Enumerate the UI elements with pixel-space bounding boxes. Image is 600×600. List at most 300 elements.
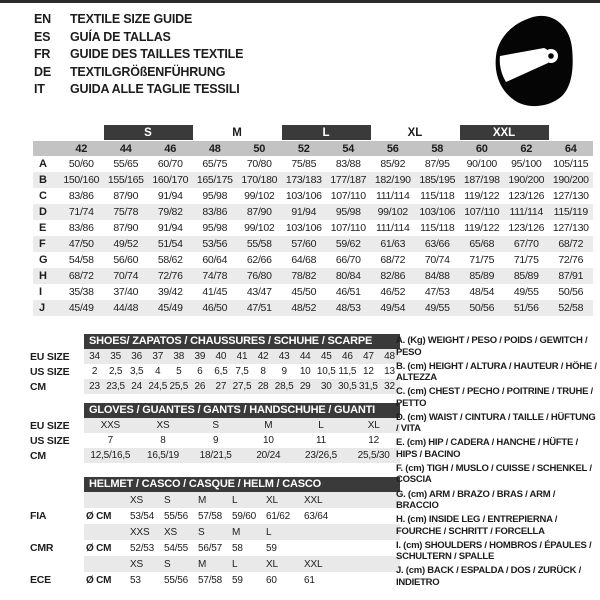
table-cell: 53 — [130, 574, 141, 586]
table-cell: S — [198, 526, 205, 538]
legend-item-e: E. (cm) HIP / CADERA / HANCHE / HÜFTE / HIPS / BACINO — [396, 437, 578, 460]
table-cell: 127/130 — [552, 190, 589, 202]
table-cell: 85/92 — [380, 158, 406, 170]
table-cell: 43 — [278, 351, 290, 362]
row-values — [84, 349, 400, 364]
size-group-s: S — [104, 125, 193, 140]
row-body — [84, 556, 400, 572]
table-cell: 83/88 — [335, 158, 361, 170]
table-cell: 25,5/30 — [357, 450, 390, 461]
measure-row-d — [33, 204, 593, 220]
legend-item-j: J. (cm) BACK / ESPALDA / DOS / ZURÜCK / INDIETRO — [396, 565, 582, 588]
row-letter: H — [39, 270, 47, 282]
top-border-line — [0, 0, 600, 3]
table-cell: M — [198, 558, 207, 570]
row-values — [84, 433, 400, 448]
table-cell: 52/58 — [558, 302, 584, 314]
table-cell: 75/85 — [291, 158, 317, 170]
table-cell: 13 — [384, 366, 395, 377]
table-cell: 83/86 — [202, 206, 228, 218]
guide-title: GUIDA ALLE TAGLIE TESSILI — [70, 82, 240, 96]
language-code: FR — [34, 47, 51, 61]
row-body — [84, 508, 400, 524]
language-row — [34, 81, 243, 99]
table-cell: 54 — [342, 142, 355, 155]
table-cell: 95/100 — [511, 158, 542, 170]
table-cell: XL — [367, 420, 380, 431]
row-letter: G — [39, 254, 48, 266]
row-values — [84, 379, 400, 394]
row-values — [84, 418, 400, 433]
table-cell: 65/75 — [202, 158, 228, 170]
table-cell: 29 — [299, 381, 311, 392]
table-cell: 46/52 — [380, 286, 406, 298]
row-values — [59, 206, 593, 218]
table-cell: 99/102 — [244, 222, 275, 234]
table-cell: 91/94 — [291, 206, 317, 218]
table-cell: 54/55 — [164, 542, 189, 554]
table-cell: 51/54 — [157, 238, 183, 250]
row-letter: J — [39, 302, 46, 314]
legend-item-g: G. (cm) ARM / BRAZO / BRAS / ARM / BRACCIO — [396, 488, 556, 512]
table-cell: M — [198, 494, 207, 506]
table-cell: 46/50 — [202, 302, 228, 314]
table-cell: 39 — [194, 351, 206, 362]
table-cell: 28 — [257, 381, 269, 392]
unit-label: Ø CM — [86, 574, 112, 586]
row-values — [130, 572, 400, 588]
helmet-header-row — [30, 476, 400, 492]
table-cell: 71/74 — [68, 206, 94, 218]
table-cell: 107/110 — [464, 206, 500, 218]
table-cell: XS — [130, 494, 143, 506]
table-cell: 45/50 — [291, 286, 317, 298]
row-letter: B — [39, 174, 47, 186]
table-cell: 11 — [316, 435, 326, 446]
table-cell: M — [264, 420, 273, 431]
legend-item-i: I. (cm) SHOULDERS / HOMBROS / ÉPAULES / SCHULTERN / SPALLE — [396, 539, 592, 563]
measure-row-h — [33, 268, 593, 284]
table-cell: 90/100 — [466, 158, 497, 170]
row-values — [130, 508, 400, 524]
table-cell: 107/110 — [330, 190, 366, 202]
row-body — [84, 572, 400, 588]
row-body — [84, 492, 400, 508]
table-cell: 56/60 — [113, 254, 139, 266]
numeric-sizes-row — [33, 141, 593, 156]
table-cell: 6,5 — [214, 366, 228, 377]
table-cell: 46 — [164, 142, 177, 155]
table-cell: 46 — [341, 351, 353, 362]
table-cell: 59 — [266, 542, 277, 554]
row-values — [59, 238, 593, 250]
measure-row-b — [33, 172, 593, 188]
row-values — [59, 190, 593, 202]
helmet-table — [30, 476, 400, 588]
language-row — [34, 29, 243, 47]
table-cell: 60 — [266, 574, 277, 586]
table-cell: 37 — [152, 351, 164, 362]
table-cell: 51/56 — [513, 302, 539, 314]
table-cell: 72/76 — [558, 254, 584, 266]
table-cell: 59 — [232, 574, 243, 586]
table-cell: 78/82 — [291, 270, 317, 282]
table-cell: 3,5 — [130, 366, 144, 377]
table-cell: 53/54 — [130, 510, 155, 522]
table-cell: 30 — [320, 381, 332, 392]
table-cell: 41 — [236, 351, 248, 362]
fia-sizes-row — [30, 492, 400, 508]
table-cell: 27 — [215, 381, 227, 392]
table-cell: 62/66 — [246, 254, 272, 266]
table-cell: 50/56 — [469, 302, 495, 314]
table-cell: 60/64 — [202, 254, 228, 266]
table-cell: 52 — [297, 142, 310, 155]
table-cell: 190/200 — [552, 174, 589, 186]
table-cell: 70/80 — [246, 158, 272, 170]
row-label: US SIZE — [30, 434, 70, 447]
row-label: EU SIZE — [30, 419, 70, 432]
table-cell: 127/130 — [552, 222, 589, 234]
table-cell: 23 — [89, 381, 100, 392]
gloves-header-row — [30, 403, 400, 418]
table-cell: 111/114 — [509, 206, 544, 218]
row-values — [59, 270, 593, 282]
table-cell: 26 — [194, 381, 206, 392]
table-cell: 85/89 — [513, 270, 539, 282]
table-cell: S — [164, 558, 171, 570]
table-cell: 160/170 — [152, 174, 189, 186]
measure-row-e — [33, 220, 593, 236]
table-cell: 2 — [91, 366, 98, 377]
table-cell: 55/58 — [246, 238, 272, 250]
table-cell: 87/90 — [113, 222, 139, 234]
size-group-l: L — [282, 125, 371, 140]
table-cell: 23,5 — [106, 381, 125, 392]
table-cell: 44 — [119, 142, 132, 155]
table-cell: 55/56 — [164, 510, 189, 522]
standard-label: CMR — [30, 542, 54, 554]
table-cell: 64/68 — [291, 254, 317, 266]
table-cell: 170/180 — [241, 174, 278, 186]
legend-item-h: H. (cm) INSIDE LEG / ENTREPIERNA / FOURCHE / SCHRITT / FORCELLA — [396, 514, 558, 537]
table-cell: 31,5 — [359, 381, 378, 392]
language-code: EN — [34, 12, 51, 26]
numeric-sizes — [59, 143, 593, 155]
table-cell: L — [266, 526, 272, 538]
table-cell: 49/55 — [513, 286, 539, 298]
table-cell: 79/82 — [157, 206, 183, 218]
table-cell: 41/45 — [202, 286, 228, 298]
table-cell: 68/72 — [380, 254, 406, 266]
legend-item-b: B. (cm) HEIGHT / ALTURA / HAUTEUR / HÖHE / ALTEZZA — [396, 360, 597, 384]
ece-sizes-row — [30, 556, 400, 572]
size-labels — [130, 524, 400, 540]
measure-row-j — [33, 300, 593, 316]
table-cell: 7,5 — [235, 366, 249, 377]
table-cell: 67/70 — [513, 238, 539, 250]
table-cell: XS — [164, 526, 177, 538]
cmr-values-row — [30, 540, 400, 556]
table-cell: 187/198 — [463, 174, 500, 186]
unit-label: Ø CM — [86, 542, 112, 554]
language-row — [34, 64, 243, 82]
textile-size-table — [33, 125, 593, 316]
table-cell: 87/90 — [113, 190, 139, 202]
table-cell: 95/98 — [335, 206, 361, 218]
shoes-table — [30, 334, 400, 394]
table-cell: 40 — [215, 351, 227, 362]
table-cell: 61 — [304, 574, 315, 586]
table-cell: 99/102 — [377, 206, 408, 218]
cmr-sizes-row — [30, 524, 400, 540]
table-cell: 39/42 — [157, 286, 183, 298]
size-group-m: M — [232, 126, 242, 139]
table-cell: 4 — [155, 366, 161, 377]
table-cell: 28,5 — [274, 381, 294, 392]
table-cell: 45 — [320, 351, 332, 362]
table-cell: L — [318, 420, 324, 431]
table-cell: 34 — [89, 351, 100, 362]
table-cell: 10 — [299, 366, 311, 377]
table-cell: 32 — [384, 381, 395, 392]
row-values — [130, 540, 400, 556]
table-cell: 10 — [262, 435, 274, 446]
table-cell: 155/165 — [107, 174, 144, 186]
table-cell: 82/86 — [380, 270, 406, 282]
measure-row-g — [33, 252, 593, 268]
language-code: DE — [34, 64, 51, 79]
table-cell: 48 — [384, 351, 395, 362]
table-cell: 47 — [363, 351, 374, 362]
language-header — [34, 11, 243, 99]
table-cell: 119/122 — [464, 190, 500, 202]
table-cell: 91/94 — [157, 222, 183, 234]
table-cell: S — [164, 494, 171, 506]
row-values — [59, 158, 593, 170]
table-cell: 83/86 — [68, 222, 94, 234]
table-cell: 50/60 — [68, 158, 94, 170]
table-cell: 54/58 — [68, 254, 94, 266]
table-cell: 59/62 — [335, 238, 361, 250]
table-cell: M — [232, 526, 241, 538]
row-label: CM — [30, 380, 46, 393]
guide-title: TEXTILE SIZE GUIDE — [70, 12, 193, 26]
table-cell: 68/72 — [558, 238, 584, 250]
table-cell: 44 — [299, 351, 311, 362]
gloves-title-bar: GLOVES / GUANTES / GANTS / HANDSCHUHE / GUANTI — [84, 403, 400, 418]
table-cell: 56/57 — [198, 542, 223, 554]
fia-values-row — [30, 508, 400, 524]
table-cell: 55/56 — [164, 574, 189, 586]
table-cell: 173/183 — [285, 174, 322, 186]
table-cell: 60 — [475, 142, 488, 155]
table-cell: 83/86 — [68, 190, 94, 202]
table-cell: 177/187 — [330, 174, 367, 186]
legend-item-d: D. (cm) WAIST / CINTURA / TAILLE / HÜFTUNG / VITA — [396, 411, 596, 435]
table-cell: 30,5 — [337, 381, 357, 392]
gloves-table — [30, 403, 400, 463]
size-labels — [130, 556, 400, 572]
table-cell: 16,5/19 — [147, 450, 179, 461]
size-group-xl: XL — [407, 126, 423, 139]
row-values — [84, 364, 400, 379]
table-cell: 9 — [281, 366, 287, 377]
table-cell: 56 — [386, 142, 399, 155]
table-cell: 64 — [564, 142, 577, 155]
table-cell: 71/75 — [513, 254, 539, 266]
table-cell: 49/54 — [380, 302, 406, 314]
table-cell: 190/200 — [508, 174, 545, 186]
row-body — [84, 524, 400, 540]
table-cell: 10,5 — [316, 366, 336, 377]
table-cell: 150/160 — [63, 174, 100, 186]
table-cell: 99/102 — [244, 190, 275, 202]
table-cell: 84/88 — [424, 270, 450, 282]
row-letter: F — [39, 238, 46, 250]
gloves-cm-row — [30, 448, 400, 463]
table-cell: L — [232, 494, 238, 506]
table-cell: 80/84 — [335, 270, 361, 282]
table-cell: 42 — [75, 142, 88, 155]
table-cell: 24 — [131, 381, 143, 392]
table-cell: 66/70 — [335, 254, 361, 266]
table-cell: 36 — [131, 351, 143, 362]
table-cell: 52/53 — [130, 542, 155, 554]
table-cell: 63/66 — [424, 238, 450, 250]
table-cell: 95/98 — [202, 222, 228, 234]
table-cell: 62 — [520, 142, 533, 155]
row-values — [59, 254, 593, 266]
table-cell: 12 — [368, 435, 380, 446]
table-cell: 91/94 — [157, 190, 183, 202]
table-cell: 123/126 — [508, 222, 545, 234]
table-cell: 18/21,5 — [199, 450, 232, 461]
table-cell: 61/63 — [380, 238, 406, 250]
table-cell: L — [232, 558, 238, 570]
row-body — [84, 540, 400, 556]
table-cell: XL — [266, 494, 278, 506]
table-cell: 65/68 — [469, 238, 495, 250]
row-letter: I — [39, 286, 43, 298]
table-cell: 72/76 — [157, 270, 183, 282]
measure-row-f — [33, 236, 593, 252]
guide-title: TEXTILGRÖßENFÜHRUNG — [70, 64, 226, 79]
table-cell: 115/118 — [420, 190, 455, 202]
table-cell: 48 — [208, 142, 221, 155]
table-cell: 55/65 — [113, 158, 139, 170]
row-letter: C — [39, 190, 47, 202]
shoes-title-bar: SHOES/ ZAPATOS / CHAUSSURES / SCHUHE / SCARPE — [84, 334, 400, 349]
table-cell: 47/50 — [68, 238, 94, 250]
helmet-title-bar: HELMET / CASCO / CASQUE / HELM / CASCO — [84, 477, 400, 492]
table-cell: 74/78 — [202, 270, 228, 282]
guide-title: GUÍA DE TALLAS — [70, 29, 171, 44]
table-cell: 8 — [160, 435, 166, 446]
table-cell: 76/80 — [246, 270, 272, 282]
table-cell: 46/51 — [335, 286, 361, 298]
measure-row-c — [33, 188, 593, 204]
table-cell: 115/119 — [553, 206, 588, 218]
language-code: IT — [34, 82, 45, 96]
shoes-header-row — [30, 334, 400, 349]
table-cell: XS — [130, 558, 143, 570]
table-cell: 53/56 — [202, 238, 228, 250]
table-cell: 185/195 — [419, 174, 456, 186]
row-values — [59, 302, 593, 314]
table-cell: 25,5 — [169, 381, 189, 392]
table-cell: 6 — [197, 366, 203, 377]
row-values — [59, 286, 593, 298]
row-label: CM — [30, 449, 46, 462]
legend-item-f: F. (cm) TIGH / MUSLO / CUISSE / SCHENKEL / COSCIA — [396, 462, 592, 486]
table-cell: 45/49 — [157, 302, 183, 314]
table-cell: 48/54 — [469, 286, 495, 298]
table-cell: 49/55 — [424, 302, 450, 314]
table-cell: 57/58 — [198, 574, 223, 586]
table-cell: 50 — [253, 142, 266, 155]
language-code: ES — [34, 29, 51, 44]
table-cell: 58 — [232, 542, 243, 554]
table-cell: 38 — [173, 351, 185, 362]
table-cell: 95/98 — [202, 190, 228, 202]
table-cell: 7 — [107, 435, 114, 446]
shoes-us-row — [30, 364, 400, 379]
table-cell: 75/78 — [113, 206, 139, 218]
table-cell: 60/70 — [157, 158, 183, 170]
table-cell: 2,5 — [108, 366, 123, 377]
language-row — [34, 11, 243, 29]
table-cell: 49/52 — [113, 238, 139, 250]
gloves-eu-row — [30, 418, 400, 433]
measure-row-i — [33, 284, 593, 300]
ece-values-row — [30, 572, 400, 588]
table-cell: 68/72 — [68, 270, 94, 282]
table-cell: 87/90 — [246, 206, 272, 218]
row-label: EU SIZE — [30, 350, 70, 363]
size-group-xxl: XXL — [460, 125, 549, 140]
table-cell: 61/62 — [266, 510, 291, 522]
table-cell: 37/40 — [113, 286, 139, 298]
table-cell: 119/122 — [464, 222, 500, 234]
table-cell: 103/106 — [285, 222, 322, 234]
table-cell: 58 — [431, 142, 444, 155]
table-cell: 8 — [260, 366, 266, 377]
row-values — [59, 174, 593, 186]
table-cell: 123/126 — [508, 190, 545, 202]
table-cell: 165/175 — [196, 174, 233, 186]
table-cell: 70/74 — [113, 270, 139, 282]
racing-helmet-icon — [492, 12, 574, 108]
row-values — [84, 448, 400, 463]
table-cell: XXL — [304, 494, 323, 506]
table-cell: 9 — [212, 435, 219, 446]
table-cell: 50/56 — [558, 286, 584, 298]
table-cell: 43/47 — [246, 286, 272, 298]
shoes-cm-row — [30, 379, 400, 394]
standard-label: ECE — [30, 574, 51, 586]
table-cell: 57/58 — [198, 510, 223, 522]
row-letter: E — [39, 222, 47, 234]
table-cell: XL — [266, 558, 278, 570]
row-letter: A — [39, 158, 47, 170]
table-cell: XXL — [304, 558, 323, 570]
table-cell: 70/74 — [424, 254, 450, 266]
table-cell: 5 — [176, 366, 182, 377]
table-cell: 12 — [363, 366, 374, 377]
guide-title: GUIDE DES TAILLES TEXTILE — [70, 47, 244, 61]
table-cell: 87/95 — [424, 158, 450, 170]
